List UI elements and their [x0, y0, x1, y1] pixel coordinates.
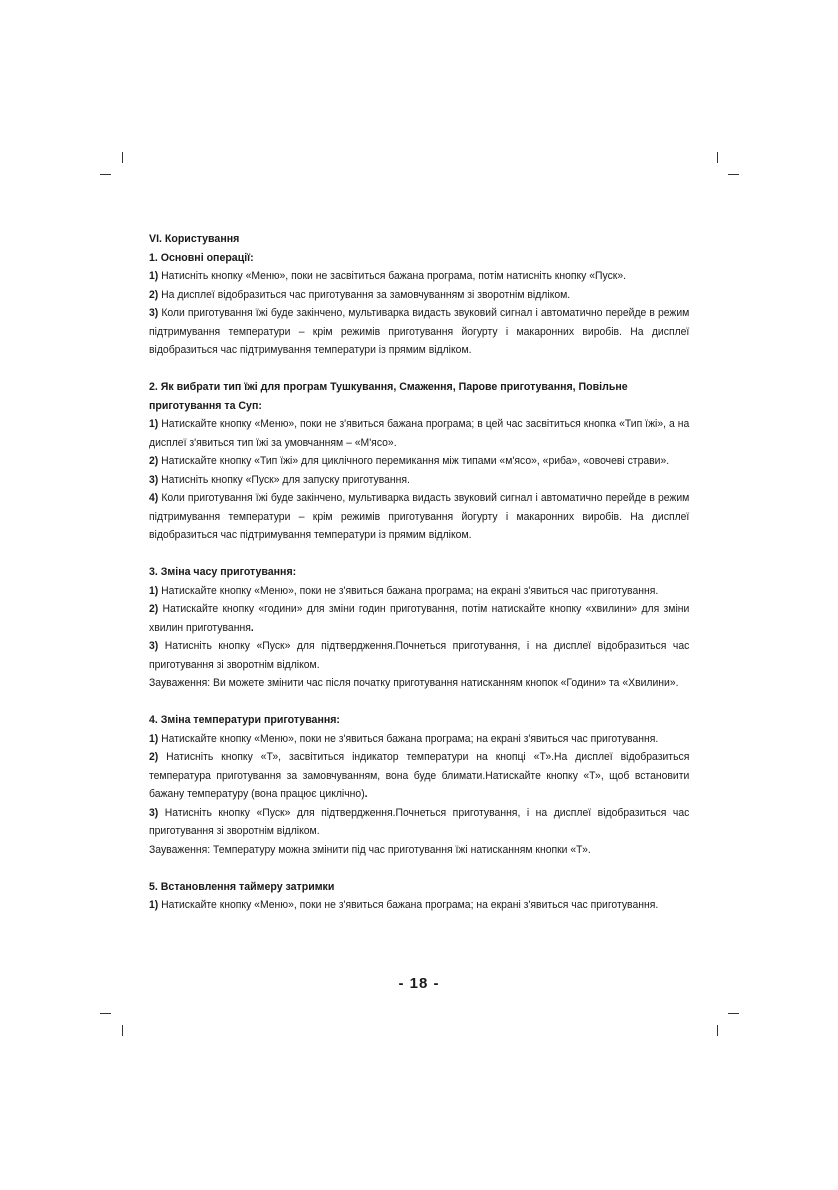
instruction-step	[149, 489, 689, 545]
step-number: 1)	[149, 418, 159, 430]
crop-mark-bottom-right-v	[717, 1025, 718, 1036]
step-number: 3)	[149, 806, 159, 819]
step-number: 1)	[149, 584, 159, 597]
crop-mark-bottom-left-v	[122, 1025, 123, 1036]
step-text: Натисніть кнопку «Пуск» для запуску приготування.	[158, 473, 410, 486]
section-heading: 3. Зміна часу приготування:	[149, 566, 297, 578]
sections-container	[149, 249, 689, 915]
instruction-step	[149, 896, 689, 915]
step-text: Натисніть кнопку «Т», засвітиться індикатор температури на кнопці «Т».На дисплеї відобразиться температура приготування за замовчуванням, вона буде блимати.Натискайте кнопку «Т», щоб встановити бажану температуру (вона працює циклічно)	[149, 751, 690, 800]
section-heading: 1. Основні операції:	[149, 251, 254, 264]
step-text: Натисніть кнопку «Пуск» для підтвердження.Почнеться приготування, і на дисплеї відобразиться час приготування зі зворотнім відліком.	[149, 806, 690, 837]
section-heading: 5. Встановлення таймеру затримки	[149, 880, 335, 893]
section-2	[149, 378, 689, 545]
instruction-step	[149, 304, 689, 360]
instruction-step	[149, 582, 689, 601]
instruction-step	[149, 452, 689, 471]
crop-mark-top-left-h	[100, 174, 111, 175]
section-5	[149, 878, 689, 915]
step-number: 1)	[149, 270, 159, 282]
step-number: 1)	[149, 732, 159, 745]
step-number: 2)	[149, 455, 159, 467]
document-body	[149, 230, 689, 915]
crop-mark-bottom-right-h	[728, 1013, 739, 1014]
section-1	[149, 249, 689, 360]
section-4	[149, 711, 689, 859]
note-paragraph	[149, 674, 689, 693]
step-text: Натискайте кнопку «Меню», поки не з'явиться бажана програма; в цей час засвітиться кнопка «Тип їжі», а на дисплеї з'явиться тип їжі за умовчанням – «М'ясо».	[149, 418, 690, 449]
section-heading: 4. Зміна температури приготування:	[149, 714, 340, 726]
instruction-step	[149, 267, 689, 286]
step-text: Зауваження: Температуру можна змінити під час приготування їжі натисканням кнопки «Т».	[149, 843, 591, 856]
step-text: Коли приготування їжі буде закінчено, мультиварка видасть звуковий сигнал і автоматично перейде в режим підтримування температури – крім режимів приготування йогурту і макаронних виробів. На дисплеї відобразиться час підтримування температури із прямим відліком.	[149, 492, 690, 541]
instruction-step	[149, 415, 689, 452]
bold-period: .	[250, 621, 254, 634]
page-number: - 18 -	[398, 975, 440, 992]
instruction-step	[149, 637, 689, 674]
step-text: Натискайте кнопку «години» для зміни годин приготування, потім натискайте кнопку «хвилини» для зміни хвилин приготування	[149, 603, 690, 634]
bold-period: .	[364, 788, 368, 800]
step-text: Зауваження: Ви можете змінити час після початку приготування натисканням кнопок «Години» та «Хвилини».	[149, 677, 679, 689]
instruction-step	[149, 730, 689, 749]
instruction-step	[149, 748, 689, 804]
step-number: 3)	[149, 640, 159, 652]
step-number: 1)	[149, 899, 159, 911]
section-heading: 2. Як вибрати тип їжі для програм Тушкування, Смаження, Парове приготування, Повільне приготування та Суп:	[149, 381, 628, 412]
step-number: 2)	[149, 288, 159, 301]
step-text: Коли приготування їжі буде закінчено, мультиварка видасть звуковий сигнал і автоматично перейде в режим підтримування температури – крім режимів приготування йогурту і макаронних виробів. На дисплеї відобразиться час підтримування температури із прямим відліком.	[149, 307, 690, 356]
step-text: Натисніть кнопку «Меню», поки не засвітиться бажана програма, потім натисніть кнопку «Пуск».	[158, 270, 627, 282]
step-number: 2)	[149, 751, 159, 763]
crop-mark-top-right-h	[728, 174, 739, 175]
section-3	[149, 563, 689, 693]
instruction-step	[149, 804, 689, 841]
step-number: 3)	[149, 473, 159, 486]
step-text: На дисплеї відобразиться час приготування за замовчуванням зі зворотнім відліком.	[158, 288, 571, 301]
step-text: Натискайте кнопку «Тип їжі» для циклічного перемикання між типами «м'ясо», «риба», «овочеві страви».	[158, 455, 670, 467]
crop-mark-bottom-left-h	[100, 1013, 111, 1014]
note-paragraph	[149, 841, 689, 860]
instruction-step	[149, 471, 689, 490]
step-text: Натисніть кнопку «Пуск» для підтвердження.Почнеться приготування, і на дисплеї відобразиться час приготування зі зворотнім відліком.	[149, 640, 690, 671]
crop-mark-top-right-v	[717, 152, 718, 163]
instruction-step	[149, 600, 689, 637]
step-text: Натискайте кнопку «Меню», поки не з'явиться бажана програма; на екрані з'явиться час приготування.	[158, 732, 659, 745]
step-number: 2)	[149, 603, 159, 615]
instruction-step	[149, 286, 689, 305]
step-text: Натискайте кнопку «Меню», поки не з'явиться бажана програма; на екрані з'явиться час приготування.	[158, 899, 659, 911]
crop-mark-top-left-v	[122, 152, 123, 163]
page-title: VI. Користування	[149, 233, 240, 245]
step-text: Натискайте кнопку «Меню», поки не з'явиться бажана програма; на екрані з'явиться час приготування.	[158, 584, 659, 597]
step-number: 3)	[149, 307, 159, 319]
step-number: 4)	[149, 492, 159, 504]
